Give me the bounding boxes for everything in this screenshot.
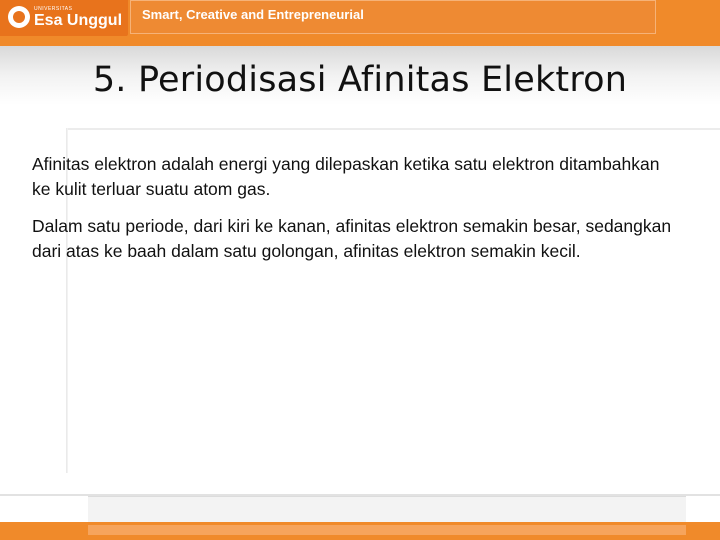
body-paragraph-definition: Afinitas elektron adalah energi yang dilepaskan ketika satu elektron ditambahkan ke kulit terluar suatu atom gas. bbox=[32, 154, 660, 199]
body-paragraph-trend: Dalam satu periode, dari kiri ke kanan, afinitas elektron semakin besar, sedangkan dari atas ke baah dalam satu golongan, afinitas elektron semakin kecil. bbox=[32, 216, 672, 261]
header-tagline: Smart, Creative and Entrepreneurial bbox=[142, 7, 364, 22]
university-logo bbox=[0, 0, 128, 36]
slide-title: 5. Periodisasi Afinitas Elektron bbox=[92, 60, 628, 100]
logo-subtext: UNIVERSITAS bbox=[34, 6, 73, 12]
content-frame-top-line bbox=[66, 128, 720, 130]
university-emblem-icon bbox=[8, 6, 30, 28]
footer-bar-highlight bbox=[88, 525, 686, 535]
footer-panel bbox=[88, 496, 686, 523]
header-bottom-fill bbox=[0, 36, 720, 46]
slide-body bbox=[32, 152, 682, 276]
logo-name: Esa Unggul bbox=[34, 12, 123, 29]
